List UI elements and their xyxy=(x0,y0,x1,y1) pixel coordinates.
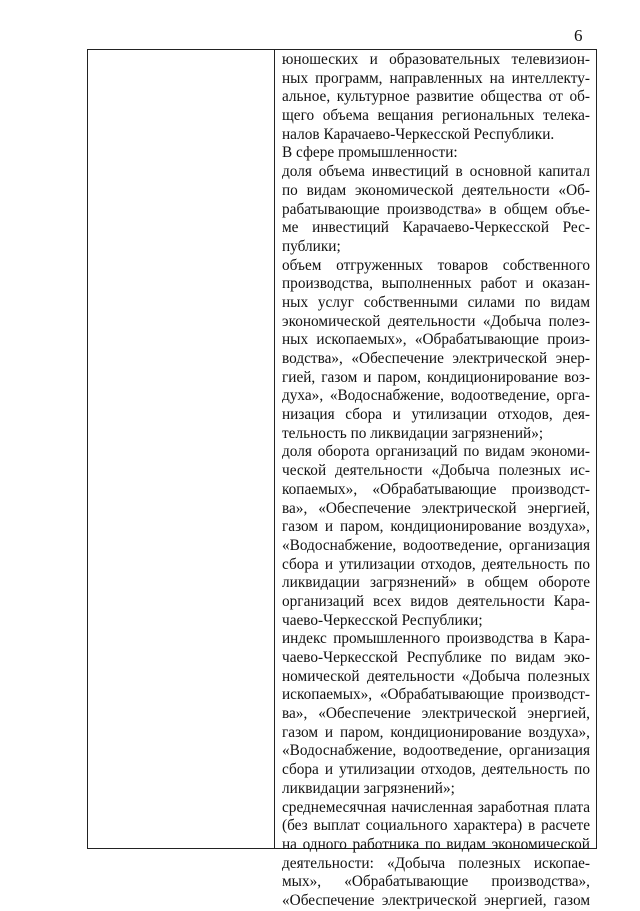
text-line: ва», «Обеспечение электрической энергией, xyxy=(282,499,590,517)
text-line: чаево-Черкесской Республике по видам эко- xyxy=(282,649,590,666)
text-line: среднемесячная начисленная заработная плата xyxy=(282,798,590,816)
text-line: водства», «Обеспечение электрической энер- xyxy=(282,350,590,367)
text-line: по видам экономической деятельности «Об- xyxy=(282,181,590,199)
text-line: щего объема вещания региональных телека- xyxy=(282,107,590,125)
text-line: духа», «Водоснабжение, водоотведение, орга- xyxy=(282,387,590,405)
table-left-cell xyxy=(88,50,275,848)
text-line: мых», «Обрабатывающие производства», xyxy=(282,873,590,891)
text-line: производства, выполненных работ и оказан- xyxy=(282,275,590,293)
text-line: индекс промышленного производства в Кара- xyxy=(282,630,590,648)
text-line: «Водоснабжение, водоотведение, организация xyxy=(282,742,590,760)
text-line: гией, газом и паром, кондиционирование воз- xyxy=(282,368,590,386)
text-line: сбора и утилизации отходов, деятельность по xyxy=(282,555,590,573)
text-line: ва», «Обеспечение электрической энергией, xyxy=(282,705,590,723)
text-line: тельность по ликвидации загрязнений»; xyxy=(282,424,544,442)
text-line: рабатывающие производства» в общем объе- xyxy=(282,200,590,218)
text-line: «Водоснабжение, водоотведение, организация xyxy=(282,536,590,554)
table-right-cell xyxy=(275,50,596,909)
text-line: ме инвестиций Карачаево-Черкесской Рес- xyxy=(282,219,590,237)
text-line: деятельности: «Добыча полезных ископае- xyxy=(282,854,590,872)
text-line: «Обеспечение электрической энергией, газом xyxy=(282,891,590,909)
text-line: ных ископаемых», «Обрабатывающие произ- xyxy=(282,331,590,349)
text-line: ческой деятельности «Добыча полезных ис- xyxy=(282,462,590,480)
text-line: организаций всех видов деятельности Кара- xyxy=(282,592,590,610)
text-line: экономической деятельности «Добыча полез- xyxy=(282,312,590,330)
text-line: публики; xyxy=(282,237,341,255)
text-line: ных услуг собственными силами по видам xyxy=(282,293,590,311)
text-line: (без выплат социального характера) в расчете xyxy=(282,817,590,835)
text-line: доля оборота организаций по видам экономи- xyxy=(282,443,590,461)
text-line: В сфере промышленности: xyxy=(282,144,458,162)
text-line: ликвидации загрязнений»; xyxy=(282,779,455,797)
text-line: налов Карачаево-Черкесской Республики. xyxy=(282,125,555,143)
text-line: ликвидации загрязнений» в общем обороте xyxy=(282,574,590,592)
text-line: юношеских и образовательных телевизион- xyxy=(282,51,590,68)
text-line: газом и паром, кондиционирование воздуха», xyxy=(282,518,590,536)
text-line: альное, культурное развитие общества от об- xyxy=(282,88,590,106)
text-line: газом и паром, кондиционирование воздуха», xyxy=(282,723,590,741)
text-line: ископаемых», «Обрабатывающие производст- xyxy=(282,686,590,704)
text-line: на одного работника по видам экономической xyxy=(282,835,590,853)
text-line: доля объема инвестиций в основной капитал xyxy=(282,163,590,181)
document-table xyxy=(87,49,597,909)
text-line: номической деятельности «Добыча полезных xyxy=(282,667,590,685)
text-line: объем отгруженных товаров собственного xyxy=(282,256,590,274)
text-line: низация сбора и утилизации отходов, дея- xyxy=(282,406,590,424)
page-number: 6 xyxy=(574,26,583,45)
text-line: чаево-Черкесской Республики; xyxy=(282,611,483,629)
text-line: сбора и утилизации отходов, деятельность по xyxy=(282,761,590,779)
text-line: копаемых», «Обрабатывающие производст- xyxy=(282,480,590,498)
text-line: ных программ, направленных на интеллекту- xyxy=(282,69,590,87)
